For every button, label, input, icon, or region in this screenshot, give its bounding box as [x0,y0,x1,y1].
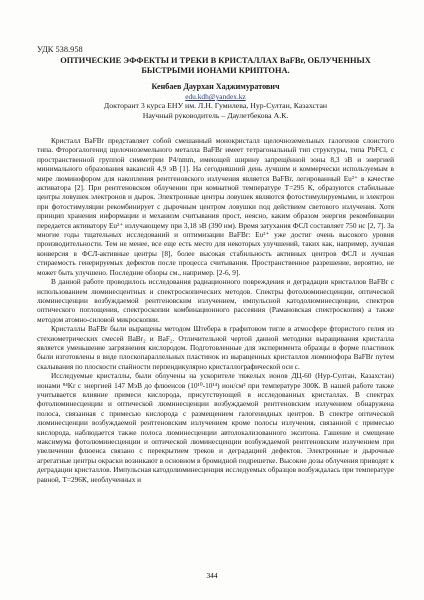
udc-code: УДК 538.958 [37,45,83,54]
article-title: ОПТИЧЕСКИЕ ЭФФЕКТЫ И ТРЕКИ В КРИСТАЛЛАХ BaFBr, ОБЛУЧЕННЫХ БЫСТРЫМИ ИОНАМИ КРИПТОНА. [60,56,371,75]
page-number: 344 [206,571,218,580]
paragraph-irradiation: Исследуемые кристаллы, были облучены на ускорителе тяжелых ионов ДЦ-60 (Нур-Султан, Казахстан) ионами ⁸⁴Kr с энергией 147 МэВ до флюенсов (10¹⁰-10¹⁴) ион/см² при температуре 300К. В нашей работе также учитывается влияние примеси кислорода, присутствующей в исследованных кристаллах. В спектрах фотолюминесценции и оптической люминесценции возбуждаемой рентгеновским излучением обнаружена полоса, связанная с примесью кислорода с размещением галогенидных центров. В спектре оптической люминесценции возбуждаемой рентгеновским излучением кроме полосы излучения, связанной с примесью кислорода, наблюдается также полоса люминесценции автолокализованного экситона. Гашение и смещение максимума фотолюминесценции и оптической люминесценции возбуждаемой рентгеновским излучением при увеличении флюенса связано с перекрытием треков и деградацией дефектов. Электронные и дырочные агрегатные центры окраски возникают в основном в бромидной подрешетке. Высокие дозы облучения приводят к деградации кристаллов. Импульсная катодолюминесценция исследуемых образцов возбуждалась при температуре равной, Т=296К, необлученных и [37,371,394,484]
article-body [37,136,394,484]
paragraph-crystal-growth: Кристаллы BaFBr были выращены методом Штебера в графитовом тигле в атмосфере фтористого гелия из стехиометрических смесей BaBr₂ и BaF₂. Отличительной чертой данной методики выращивания кристалла является уменьшение загрязнения кислородом. Подготовленные для эксперимента образцы в форме пластинок были изготовлены в виде плоскопараллельных пластинок из выращенных кристаллов люминофора BaFBr путем скалывания по плоскости спайности перпендикулярно кристаллографической оси c. [37,324,394,371]
author-name: Кенбаев Даурхан Хаджимуратович [151,82,280,91]
paragraph-methods: В данной работе проводилось исследования радиационного повреждения и деградации кристаллов BaFBr с использованием люминесцентных и спектроскопических методов. Спектры фотолюминесценции, оптической люминесценции возбуждаемой рентгеновским излучением, импульсной катодолюминесценции, спектров оптического поглощения, спектроскопии комбинационного рассеяния (Рамановская спектроскопия) а также методом атомно-силовой микроскопии. [37,277,394,324]
author-affiliation: Докторант 3 курса ЕНУ им. Л.Н. Гумилева, Нур-Султан, Казахстан [103,101,328,110]
author-email-link[interactable]: edu.kdh@yandex.kz [185,92,246,101]
scientific-supervisor: Научный руководитель – Даулетбекова А.К. [142,111,289,120]
paragraph-intro: Кристалл BaFBr представляет собой смешанный монокристалл щелочноземельных галогенов слоистого типа. Фторогалогенид щелочноземельного металла BaFBr имеет тетрагональный тип структуры, типа PbFCl, с пространственной группой симметрии P4/nmm, имеющей ширину запрещённой зоны 8,3 эВ и энергией минимального образования вакансий 4,9 эВ [1]. На сегодняшний день лучшим и коммерчески используемым в мире люминофором для накопления рентгеновского излучения является BaFBr, легированный Eu²⁺ в качестве активатора [2]. При рентгеновском облучении при комнатной температуре Т=295 К, образуются стабильные центры ловушек электронов и дырок. Электронные центры ловушек являются фотостимулируемыми, и электрон при фотостимуляции рекомбинирует с дырочным центром ловушки под действием светового излучения. Хотя принцип хранения информации и механизм считывания прост, неясно, каким образом энергия рекомбинации передается активатору Eu²⁺ излучающему при 3,18 эВ (390 нм). Время затухания ФСЛ составляет 750 нс [2, 7]. За многие годы тщательных исследований и оптимизации BaFBr: Eu²⁺ уже достиг очень высокого уровня производительности. Тем не менее, все еще есть место для некоторых улучшений, таких как, например, лучшая конверсия в ФСЛ-активные центры [8], более высокая стабильность активных центров ФСЛ и лучшая стираемость генерируемых дефектов после процесса считывания. Пространственное разрешение, вероятно, не может быть улучшено. Последние обзоры см., например. [2-6, 9]. [37,136,394,277]
